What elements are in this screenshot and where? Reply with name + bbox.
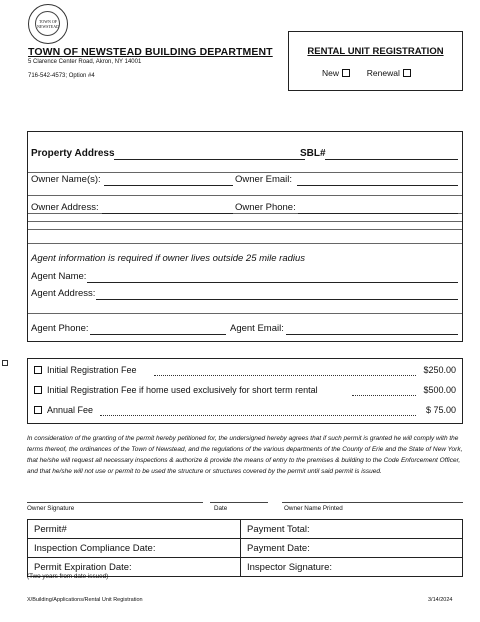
annual-fee-checkbox[interactable]: [34, 406, 42, 414]
new-checkbox[interactable]: [342, 69, 350, 77]
owner-names-field[interactable]: [104, 185, 233, 186]
owner-signature-line[interactable]: [27, 502, 203, 503]
fee-leader: [154, 365, 416, 376]
table-row: [28, 539, 463, 558]
renewal-label: Renewal: [366, 68, 400, 78]
department-title: TOWN OF NEWSTEAD BUILDING DEPARTMENT: [28, 46, 273, 58]
margin-checkbox-mark: [2, 360, 8, 366]
fee-amount: $ 75.00: [425, 405, 456, 415]
payment-date-cell[interactable]: Payment Date:: [241, 539, 463, 558]
row-divider: [28, 313, 462, 314]
inspection-date-cell[interactable]: Inspection Compliance Date:: [28, 539, 241, 558]
fee-label: Initial Registration Fee: [47, 365, 137, 375]
footer-date: 3/14/2024: [428, 597, 453, 603]
fee-label: Annual Fee: [47, 405, 94, 415]
fee-row: [34, 405, 456, 419]
property-address-field[interactable]: [114, 159, 305, 160]
agent-email-label: Agent Email:: [230, 323, 284, 334]
agent-address-label: Agent Address:: [31, 288, 96, 299]
property-owner-agent-box: [27, 131, 463, 342]
date-line[interactable]: [210, 502, 268, 503]
owner-names-label: Owner Name(s):: [31, 174, 101, 185]
initial-fee-checkbox[interactable]: [34, 366, 42, 374]
row-divider: [28, 243, 462, 244]
payment-total-cell[interactable]: Payment Total:: [241, 520, 463, 539]
footer-path: X/Building/Applications/Rental Unit Registration: [27, 597, 143, 603]
agent-note: Agent information is required if owner lives outside 25 mile radius: [31, 253, 306, 264]
sbl-field[interactable]: [325, 159, 458, 160]
owner-name-printed-label: Owner Name Printed: [284, 505, 343, 512]
registration-type-box: [288, 31, 463, 91]
fees-box: [27, 358, 463, 424]
department-phone: 716-542-4573; Option #4: [28, 73, 95, 79]
town-seal-icon: [28, 4, 68, 44]
property-address-label: Property Address: [31, 148, 115, 159]
agent-phone-field[interactable]: [90, 334, 226, 335]
agent-name-field[interactable]: [87, 282, 458, 283]
fee-label: Initial Registration Fee if home used exclusively for short term rental: [47, 385, 318, 395]
row-divider: [28, 195, 462, 196]
fee-leader: [352, 385, 416, 396]
row-divider: [28, 172, 462, 173]
inspector-signature-cell[interactable]: Inspector Signature:: [241, 558, 463, 577]
fee-leader: [100, 405, 416, 416]
date-label: Date: [214, 505, 228, 512]
owner-address-field[interactable]: [102, 213, 233, 214]
short-term-fee-checkbox[interactable]: [34, 386, 42, 394]
seal-text: TOWN OF NEWSTEAD: [37, 19, 59, 29]
owner-email-label: Owner Email:: [235, 174, 293, 185]
agent-name-label: Agent Name:: [31, 271, 87, 282]
agent-address-field[interactable]: [96, 299, 458, 300]
owner-address-label: Owner Address:: [31, 202, 99, 213]
fee-row: [34, 365, 456, 379]
registration-options: [322, 68, 411, 78]
permit-cell[interactable]: Permit#: [28, 520, 241, 539]
table-row: [28, 520, 463, 539]
fee-amount: $500.00: [423, 385, 456, 395]
sbl-label: SBL#: [300, 148, 326, 159]
agent-phone-label: Agent Phone:: [31, 323, 89, 334]
owner-phone-label: Owner Phone:: [235, 202, 296, 213]
fee-row: [34, 385, 456, 399]
owner-phone-field[interactable]: [298, 213, 458, 214]
row-divider: [28, 229, 462, 230]
owner-email-field[interactable]: [297, 185, 458, 186]
fee-amount: $250.00: [423, 365, 456, 375]
expiration-date-cell[interactable]: Permit Expiration Date:: [28, 558, 241, 577]
owner-name-printed-line[interactable]: [282, 502, 463, 503]
registration-title: RENTAL UNIT REGISTRATION: [307, 46, 444, 57]
agent-email-field[interactable]: [286, 334, 458, 335]
owner-signature-label: Owner Signature: [27, 505, 75, 512]
new-label: New: [322, 68, 340, 78]
renewal-checkbox[interactable]: [403, 69, 411, 77]
consent-statement: In consideration of the granting of the permit hereby petitioned for, the undersigned hereby agrees that if such permit is granted he will comply with the terms thereof, the ordinances of the Town of Newstead, and the regulations of the various departments of the County of Erie and the State of New York, that he/she will request all necessary inspections & authorize & provide the means of entry to the premises & building to the Code Enforcement Officer, and that he/she will not use or permit to be used the structure or structures covered by the permit until said permit is issued.: [27, 435, 463, 475]
expiration-note: (Two years from date issued): [27, 573, 109, 580]
office-use-table: [27, 519, 463, 577]
row-divider: [28, 221, 462, 222]
department-address: 5 Clarence Center Road, Akron, NY 14001: [28, 59, 142, 65]
